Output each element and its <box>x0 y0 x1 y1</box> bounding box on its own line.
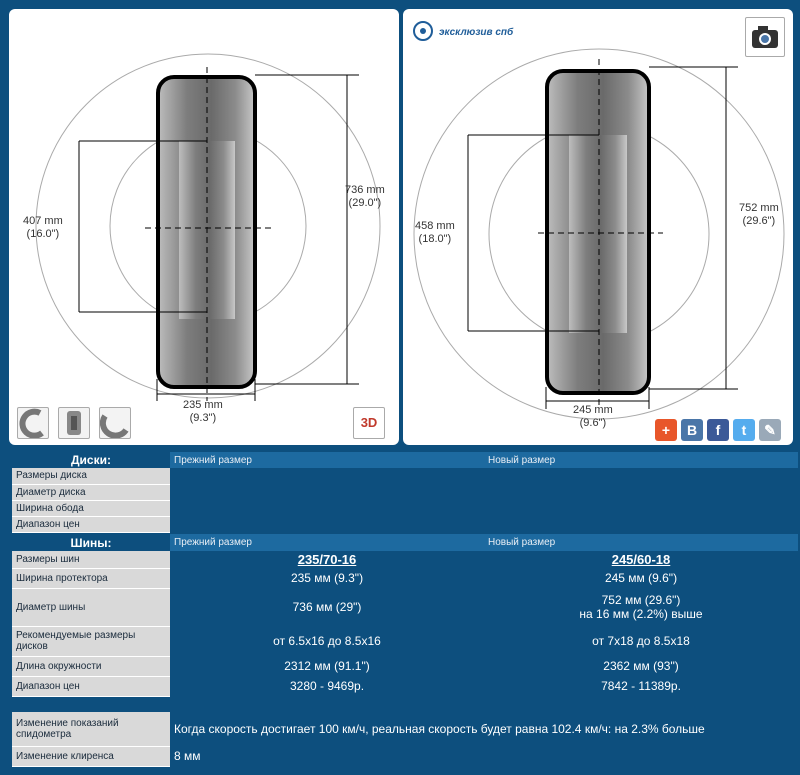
recommended-discs-label: Рекомендуемые размеры дисков <box>12 626 170 656</box>
new-tire-diameter-diff: на 16 мм (2.2%) выше <box>579 607 703 621</box>
outer-diameter-label: 736 mm <box>345 184 385 196</box>
3d-view-button[interactable] <box>353 407 385 439</box>
disc-price-range-label: Диапазон цен <box>12 516 170 532</box>
summary-table <box>12 712 798 767</box>
tire-tread-icon <box>100 408 130 438</box>
discs-old-header: Прежний размер <box>170 452 484 468</box>
rim-diameter-inch-label: (18.0") <box>418 233 452 245</box>
tire-diameter-label: Диаметр шины <box>12 588 170 626</box>
rim-diameter-label: 407 mm <box>23 215 63 227</box>
tires-table <box>12 534 798 697</box>
camera-icon <box>746 18 784 56</box>
tire-tread-view-button[interactable] <box>99 407 131 439</box>
old-tread-width: 235 мм (9.3") <box>170 568 484 588</box>
vk-icon[interactable]: B <box>681 419 703 441</box>
tire-size-label: Размеры шин <box>12 551 170 568</box>
tire-profile-icon <box>18 408 48 438</box>
rim-width-label: Ширина обода <box>12 500 170 516</box>
new-tire-diameter: 752 мм (29.6") <box>601 593 681 607</box>
logo-icon <box>411 19 435 43</box>
tire-width-label: 245 mm <box>573 404 613 416</box>
discs-new-header: Новый размер <box>484 452 798 468</box>
discs-table <box>12 452 798 533</box>
outer-diameter-inch-label: (29.6") <box>742 215 776 227</box>
tire-profile-view-button[interactable] <box>17 407 49 439</box>
rim-diameter-inch-label: (16.0") <box>26 228 60 240</box>
new-recommended-discs: от 7x18 до 8.5x18 <box>484 626 798 656</box>
plus-share-icon[interactable]: + <box>655 419 677 441</box>
discs-title: Диски: <box>12 452 170 468</box>
old-recommended-discs: от 6.5x16 до 8.5x16 <box>170 626 484 656</box>
clearance-change-value: 8 мм <box>170 746 798 766</box>
tire-width-inch-label: (9.3") <box>189 412 217 424</box>
tread-width-label: Ширина протектора <box>12 568 170 588</box>
tire-width-inch-label: (9.6") <box>579 417 607 429</box>
speedometer-change-label: Изменение показаний спидометра <box>12 712 170 746</box>
disc-size-label: Размеры диска <box>12 468 170 484</box>
tire-front-view-button[interactable] <box>58 407 90 439</box>
clearance-change-label: Изменение клиренса <box>12 746 170 766</box>
old-circumference: 2312 мм (91.1") <box>170 656 484 676</box>
tires-new-header: Новый размер <box>484 534 798 551</box>
new-tire-drawing <box>403 9 793 445</box>
old-price-range: 3280 - 9469р. <box>170 676 484 696</box>
tires-title: Шины: <box>12 534 170 551</box>
moikrug-icon[interactable]: ✎ <box>759 419 781 441</box>
new-price-range: 7842 - 11389р. <box>484 676 798 696</box>
facebook-icon[interactable]: f <box>707 419 729 441</box>
tires-old-header: Прежний размер <box>170 534 484 551</box>
brand-logo-text: эксклюзив спб <box>439 27 514 38</box>
circumference-label: Длина окружности <box>12 656 170 676</box>
disc-diameter-label: Диаметр диска <box>12 484 170 500</box>
old-tire-diameter: 736 мм (29") <box>170 588 484 626</box>
old-tire-size-link[interactable]: 235/70-16 <box>297 552 357 567</box>
speedometer-change-value: Когда скорость достигает 100 км/ч, реальная скорость будет равна 102.4 км/ч: на 2.3% больше <box>170 712 798 746</box>
outer-diameter-label: 752 mm <box>739 202 779 214</box>
tire-width-label: 235 mm <box>183 399 223 411</box>
twitter-icon[interactable]: t <box>733 419 755 441</box>
new-circumference: 2362 мм (93") <box>484 656 798 676</box>
old-tire-drawing <box>9 9 399 445</box>
new-tire-size-link[interactable]: 245/60-18 <box>611 552 671 567</box>
camera-screenshot-button[interactable] <box>745 17 785 57</box>
3d-icon: 3D <box>360 415 378 430</box>
rim-diameter-label: 458 mm <box>415 220 455 232</box>
old-tire-diagram-panel <box>9 9 399 445</box>
new-tread-width: 245 мм (9.6") <box>484 568 798 588</box>
tire-front-icon <box>59 408 89 438</box>
outer-diameter-inch-label: (29.0") <box>348 197 382 209</box>
new-tire-diameter-cell <box>484 588 798 626</box>
new-tire-diagram-panel <box>403 9 793 445</box>
tire-price-range-label: Диапазон цен <box>12 676 170 696</box>
